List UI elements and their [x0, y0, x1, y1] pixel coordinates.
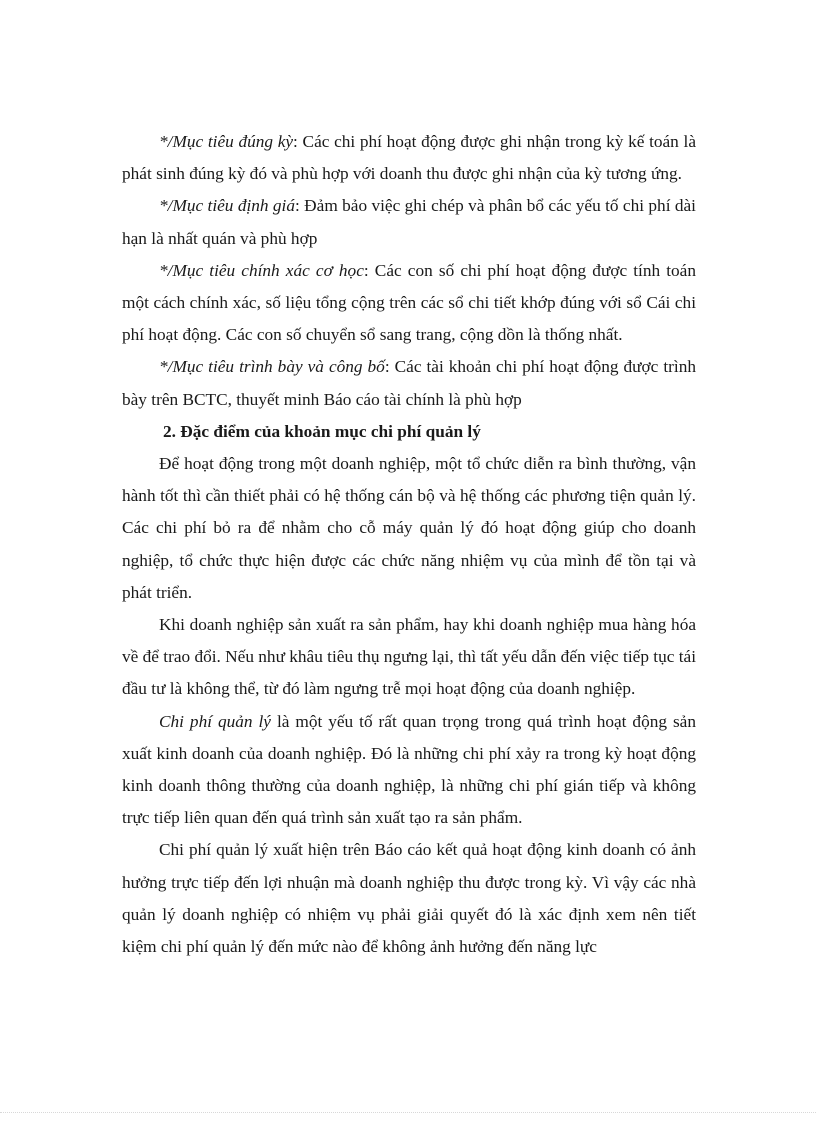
section-heading: 2. Đặc điểm của khoản mục chi phí quản lý: [163, 421, 481, 441]
objective-text-timing: : Các chi phí hoạt động được ghi nhận trong kỳ kế toán là phát sinh đúng kỳ đó và phù hợp với doanh thu được ghi nhận của kỳ tương ứng.: [122, 132, 696, 184]
objective-title-timing: */Mục tiêu đúng kỳ: [159, 132, 294, 151]
objective-paragraph-valuation: [122, 190, 696, 254]
body-paragraph-1: Để hoạt động trong một doanh nghiệp, một tổ chức diễn ra bình thường, vận hành tốt thì cần thiết phải có hệ thống cán bộ và hệ thống các phương tiện quản lý. Các chi phí bỏ ra để nhằm cho cỗ máy quản lý đó hoạt động giúp cho doanh nghiệp, tổ chức thực hiện được các chức năng nhiệm vụ của mình để tồn tại và phát triển.: [122, 454, 696, 602]
body-paragraph-3: [122, 706, 696, 835]
objective-text-accuracy: : Các con số chi phí hoạt động được tính toán một cách chính xác, số liệu tổng cộng trên các sổ chi tiết khớp đúng với sổ Cái chi phí hoạt động. Các con số chuyển sổ sang trang, cộng dồn là thống nhất.: [122, 260, 696, 345]
objective-paragraph-timing: [122, 126, 696, 190]
body-paragraph-2: Khi doanh nghiệp sản xuất ra sản phẩm, hay khi doanh nghiệp mua hàng hóa về để trao đổi. Nếu như khâu tiêu thụ ngưng lại, thì tất yếu dẫn đến việc tiếp tục tái đầu tư là không thể, từ đó làm ngưng trễ mọi hoạt động của doanh nghiệp.: [122, 615, 696, 699]
objective-text-presentation: : Các tài khoản chi phí hoạt động được trình bày trên BCTC, thuyết minh Báo cáo tài chính là phù hợp: [122, 357, 696, 409]
objective-text-valuation: : Đảm bảo việc ghi chép và phân bổ các yếu tố chi phí dài hạn là nhất quán và phù hợp: [122, 196, 696, 248]
objective-title-presentation: */Mục tiêu trình bày và công bố: [159, 357, 385, 377]
body-paragraph-3-text: là một yếu tố rất quan trọng trong quá trình hoạt động sản xuất kinh doanh của doanh nghiệp. Đó là những chi phí xảy ra trong kỳ hoạt động kinh doanh thông thường của doanh nghiệp, là những chi phí gián tiếp và không trực tiếp liên quan đến quá trình sản xuất tạo ra sản phẩm.: [122, 711, 696, 828]
body-paragraph-4: Chi phí quản lý xuất hiện trên Báo cáo kết quả hoạt động kinh doanh có ảnh hưởng trực tiếp đến lợi nhuận mà doanh nghiệp thu được trong kỳ. Vì vậy các nhà quản lý doanh nghiệp có nhiệm vụ phải giải quyết đó là xác định xem nên tiết kiệm chi phí quản lý đến mức nào để không ảnh hưởng đến năng lực: [122, 840, 696, 957]
objective-title-valuation: */Mục tiêu định giá: [159, 196, 295, 216]
document-body: [122, 126, 696, 963]
body-paragraph-3-term: Chi phí quản lý: [159, 711, 271, 731]
objective-paragraph-presentation: [122, 351, 696, 415]
page-bottom-divider: [0, 1112, 816, 1113]
objective-paragraph-accuracy: [122, 255, 696, 352]
objective-title-accuracy: */Mục tiêu chính xác cơ học: [159, 260, 364, 280]
